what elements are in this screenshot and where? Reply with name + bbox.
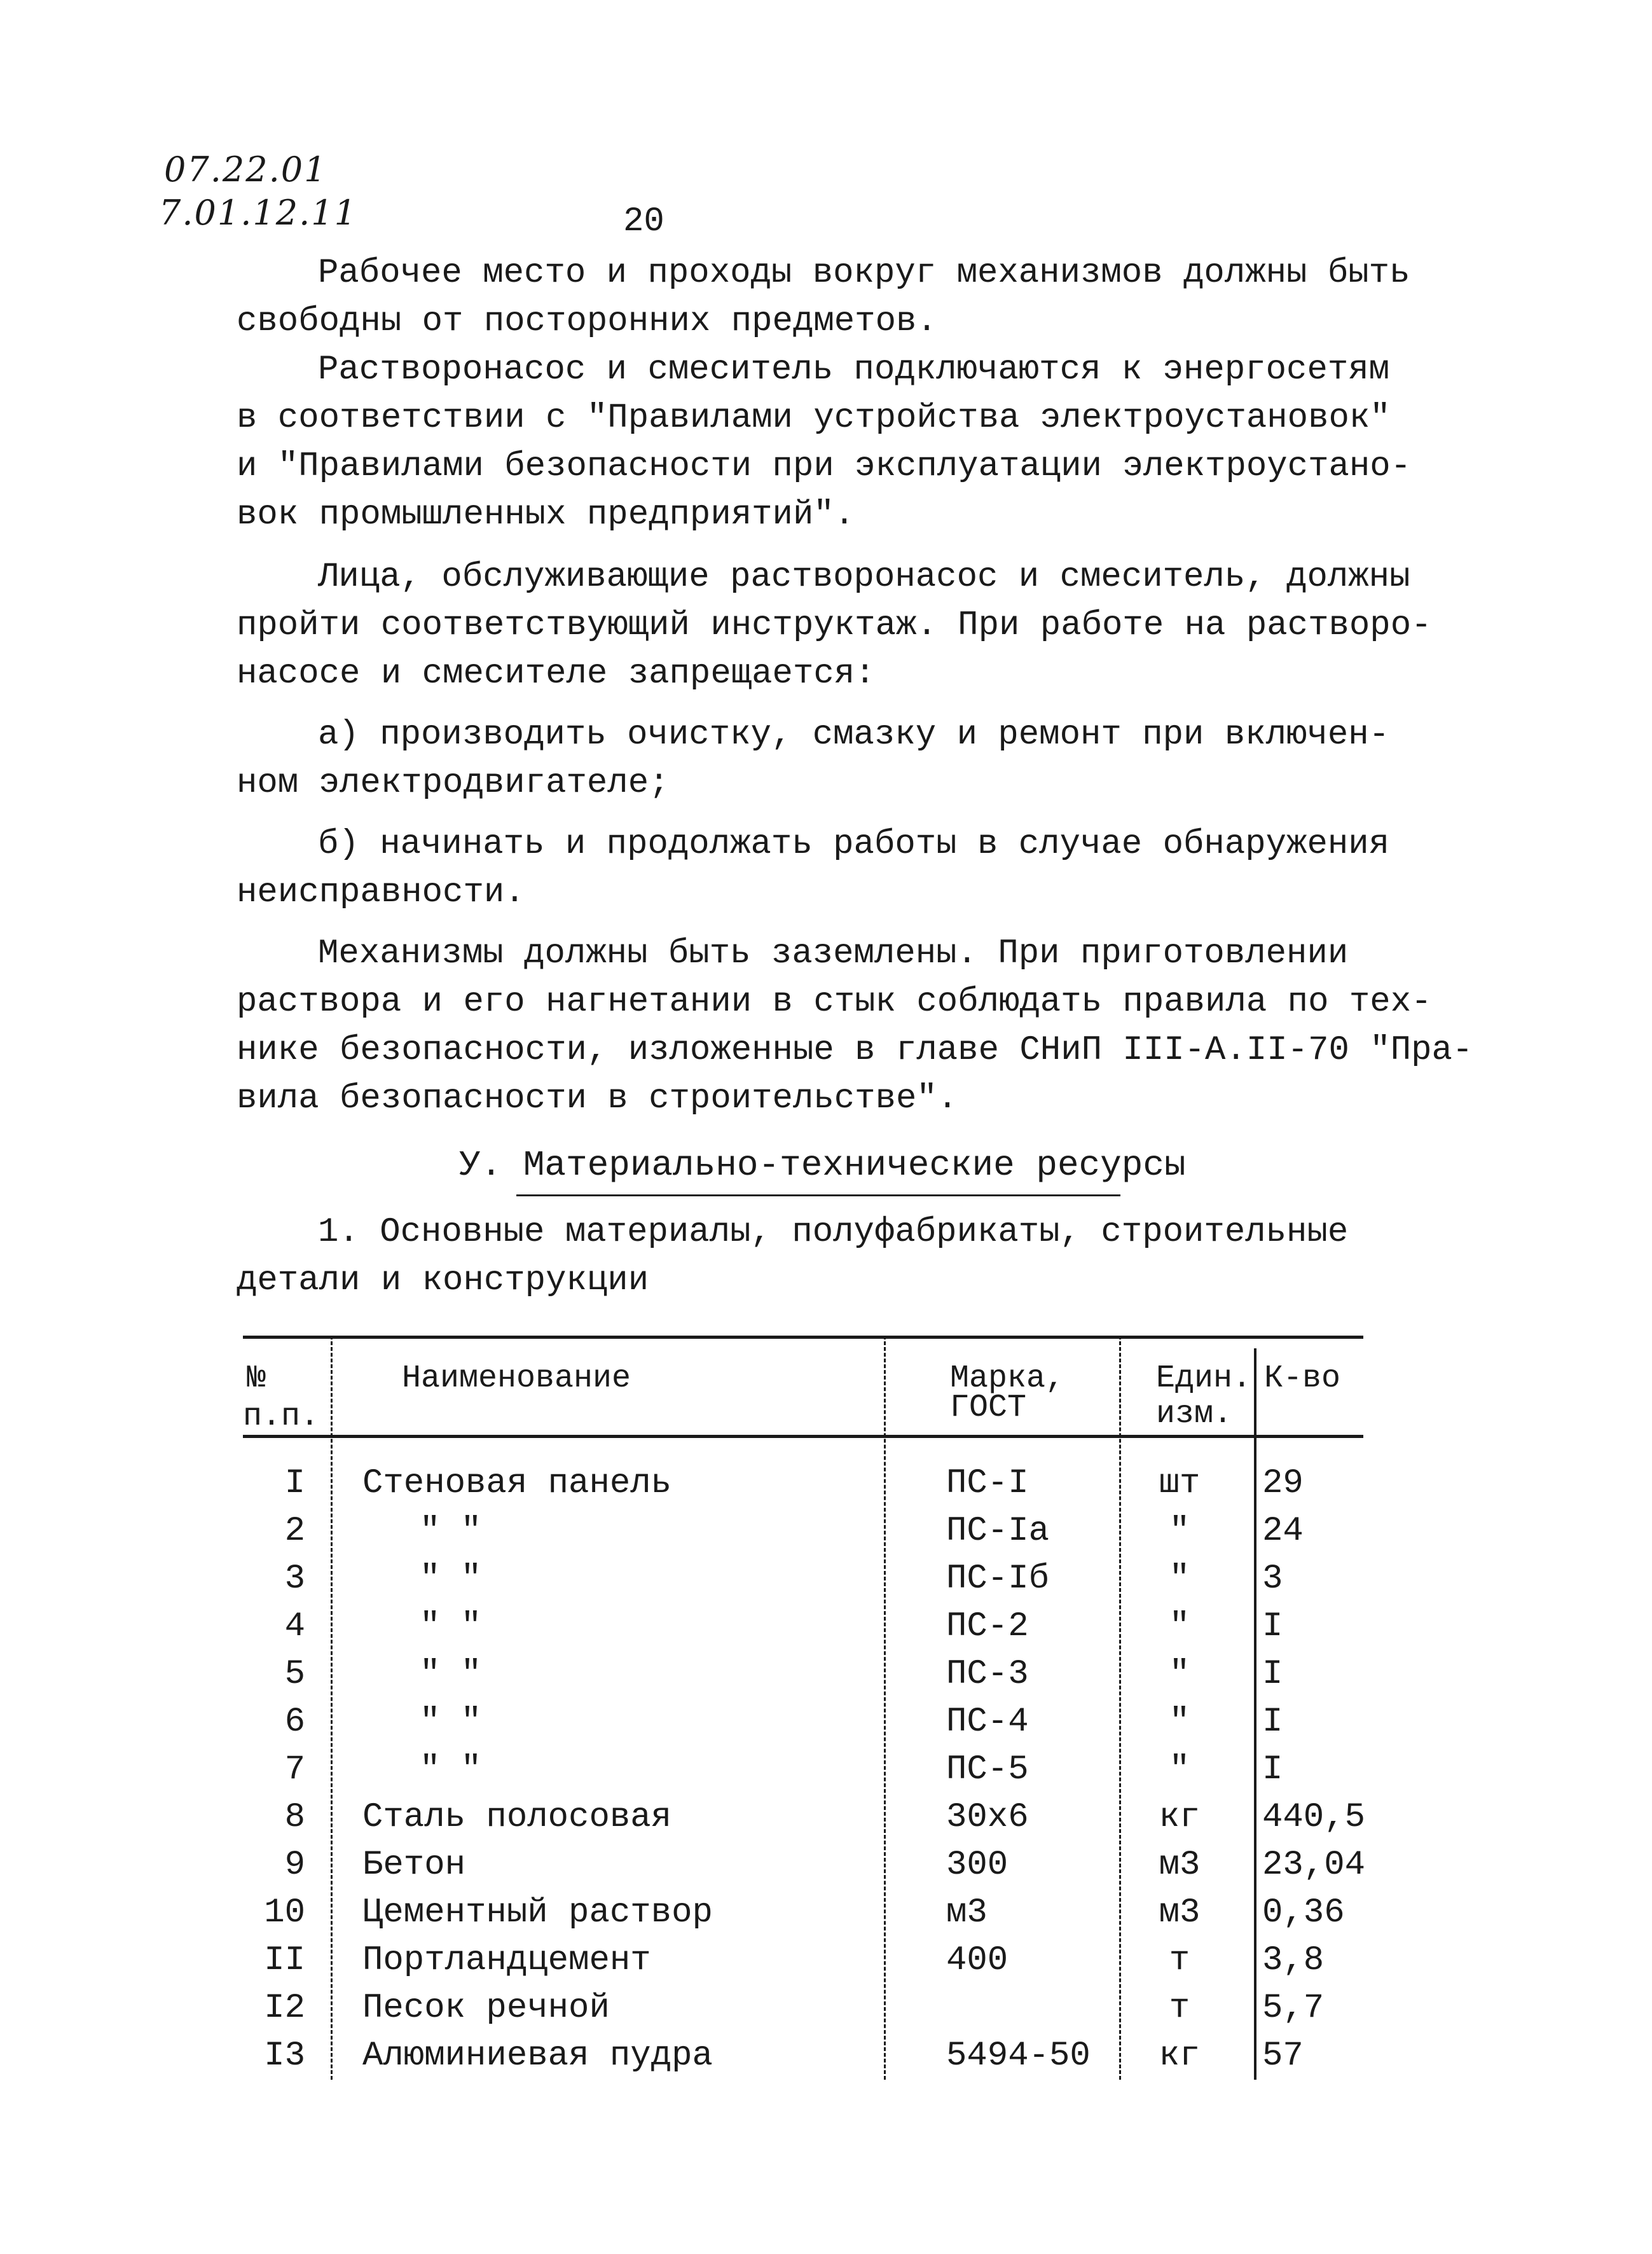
subheading-line: детали и конструкции (237, 1261, 649, 1300)
row-num: I2 (264, 1989, 305, 2028)
row-num: 3 (284, 1559, 305, 1598)
row-name: Сталь полосовая (362, 1798, 672, 1837)
row-unit: кг (1159, 1798, 1201, 1837)
row-mark: 300 (946, 1846, 1008, 1884)
row-unit: т (1169, 1989, 1190, 2028)
header-mark-2: ГОСТ (950, 1390, 1027, 1426)
row-qty: I (1262, 1607, 1283, 1646)
header-qty: К-во (1264, 1360, 1341, 1397)
row-unit: т (1169, 1941, 1190, 1980)
text-line: пройти соответствующий инструктаж. При работе на растворо- (237, 606, 1432, 645)
header-unit-2: изм. (1156, 1396, 1233, 1432)
header-mark: Марка, (950, 1360, 1065, 1397)
document-code-1: 07.22.01 (164, 149, 327, 190)
row-unit: " (1169, 1655, 1190, 1694)
heading-underline (516, 1194, 1120, 1196)
row-num: 10 (264, 1893, 305, 1932)
row-mark: ПС-Iа (946, 1512, 1050, 1551)
text-line: в соответствии с "Правилами устройства электроустановок" (237, 399, 1391, 438)
text-line: б) начинать и продолжать работы в случае обнаружения (318, 825, 1390, 864)
row-mark: ПС-Iб (946, 1559, 1050, 1598)
row-mark: ПС-5 (946, 1750, 1029, 1789)
row-unit: шт (1159, 1464, 1201, 1503)
row-num: 5 (284, 1655, 305, 1694)
row-unit: " (1169, 1559, 1190, 1598)
column-divider (884, 1336, 886, 2080)
text-line: и "Правилами безопасности при эксплуатации электроустано- (237, 447, 1412, 486)
row-num: I3 (264, 2036, 305, 2075)
row-name: Бетон (362, 1846, 466, 1884)
row-name: " " (420, 1607, 482, 1646)
row-mark: ПС-I (946, 1464, 1029, 1503)
row-name: " " (420, 1703, 482, 1741)
row-qty: 23,04 (1262, 1846, 1366, 1884)
row-mark: ПС-3 (946, 1655, 1029, 1694)
row-num: 7 (284, 1750, 305, 1789)
text-line: Лица, обслуживающие растворонасос и смеситель, должны (318, 558, 1410, 597)
text-line: раствора и его нагнетании в стык соблюдать правила по тех- (237, 983, 1432, 1021)
row-unit: " (1169, 1703, 1190, 1741)
column-divider (1254, 1348, 1256, 2080)
row-mark: 30х6 (946, 1798, 1029, 1837)
text-line: насосе и смесителе запрещается: (237, 654, 876, 693)
row-num: 9 (284, 1846, 305, 1884)
text-line: Механизмы должны быть заземлены. При приготовлении (318, 934, 1349, 973)
row-unit: м3 (1159, 1893, 1201, 1932)
header-name: Наименование (402, 1360, 631, 1397)
row-qty: 3,8 (1262, 1941, 1325, 1980)
text-line: ном электродвигателе; (237, 764, 670, 803)
text-line: а) производить очистку, смазку и ремонт при включен- (318, 716, 1390, 754)
row-name: Алюминиевая пудра (362, 2036, 713, 2075)
text-line: вила безопасности в строительстве". (237, 1079, 958, 1118)
row-name: " " (420, 1750, 482, 1789)
row-num: 8 (284, 1798, 305, 1837)
table-top-rule (243, 1336, 1363, 1339)
document-code-2: 7.01.12.11 (159, 193, 357, 233)
row-unit: " (1169, 1750, 1190, 1789)
table-header-rule (243, 1435, 1363, 1438)
row-name: Песок речной (362, 1989, 610, 2028)
header-num: № (247, 1360, 266, 1397)
row-qty: 3 (1262, 1559, 1283, 1598)
row-qty: 57 (1262, 2036, 1304, 2075)
row-mark: ПС-4 (946, 1703, 1029, 1741)
row-unit: м3 (1159, 1846, 1201, 1884)
subheading-line: 1. Основные материалы, полуфабрикаты, строительные (318, 1213, 1349, 1252)
row-qty: I (1262, 1655, 1283, 1694)
text-line: нике безопасности, изложенные в главе СНиП III-А.II-70 "Пра- (237, 1031, 1473, 1070)
row-qty: I (1262, 1703, 1283, 1741)
row-name: " " (420, 1559, 482, 1598)
row-num: I (284, 1464, 305, 1503)
text-line: вок промышленных предприятий". (237, 495, 855, 534)
row-qty: I (1262, 1750, 1283, 1789)
section-heading: У. Материально-технические ресурсы (459, 1145, 1186, 1186)
row-qty: 0,36 (1262, 1893, 1345, 1932)
header-unit: Един. (1156, 1360, 1252, 1397)
row-num: II (264, 1941, 305, 1980)
row-mark: 400 (946, 1941, 1008, 1980)
row-mark: м3 (946, 1893, 988, 1932)
row-name: Портландцемент (362, 1941, 651, 1980)
row-unit: кг (1159, 2036, 1201, 2075)
row-qty: 5,7 (1262, 1989, 1325, 2028)
text-line: свободны от посторонних предметов. (237, 302, 937, 341)
row-unit: " (1169, 1607, 1190, 1646)
row-name: Цементный раствор (362, 1893, 713, 1932)
text-line: Рабочее место и проходы вокруг механизмов должны быть (318, 254, 1410, 293)
row-num: 6 (284, 1703, 305, 1741)
row-num: 4 (284, 1607, 305, 1646)
text-line: Растворонасос и смеситель подключаются к энергосетям (318, 350, 1390, 389)
row-qty: 29 (1262, 1464, 1304, 1503)
row-name: " " (420, 1512, 482, 1551)
row-mark: ПС-2 (946, 1607, 1029, 1646)
row-unit: " (1169, 1512, 1190, 1551)
header-num-2: п.п. (243, 1399, 320, 1435)
row-qty: 24 (1262, 1512, 1304, 1551)
row-mark: 5494-50 (946, 2036, 1091, 2075)
text-line: неисправности. (237, 873, 525, 912)
row-name: Стеновая панель (362, 1464, 672, 1503)
page-number: 20 (623, 202, 664, 241)
row-name: " " (420, 1655, 482, 1694)
row-num: 2 (284, 1512, 305, 1551)
row-qty: 440,5 (1262, 1798, 1366, 1837)
column-divider (331, 1336, 333, 2080)
